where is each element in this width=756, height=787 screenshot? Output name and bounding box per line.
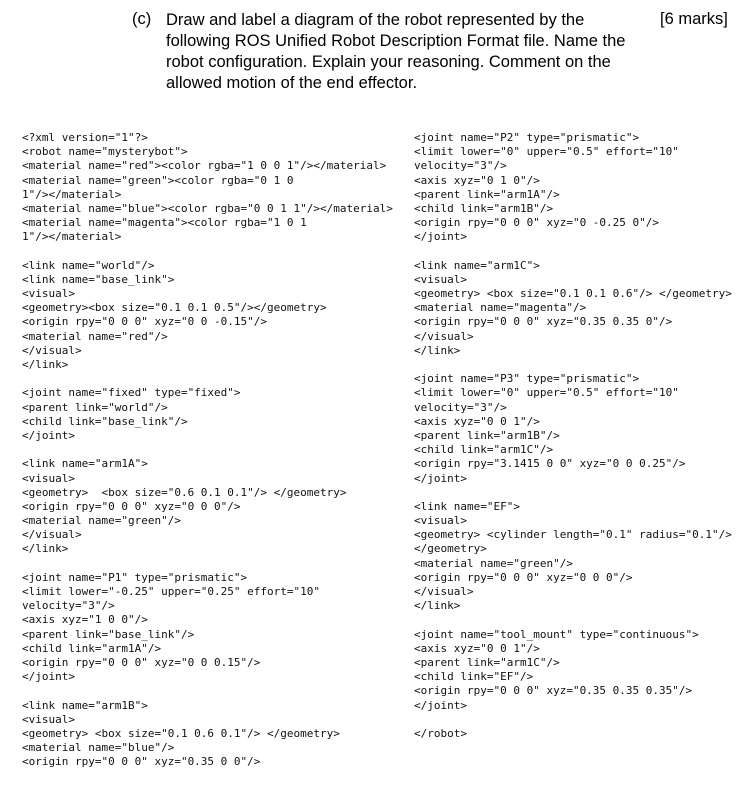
code-line: <material name="green"/> bbox=[414, 556, 573, 570]
code-line: </joint> bbox=[414, 698, 467, 712]
code-line: <child link="base_link"/> bbox=[22, 414, 188, 428]
code-line: velocity="3"/> bbox=[22, 599, 115, 613]
code-line bbox=[414, 613, 732, 627]
code-line: <visual> bbox=[22, 471, 75, 485]
code-line: <origin rpy="0 0 0" xyz="0 -0.25 0"/> bbox=[414, 216, 660, 230]
code-line bbox=[22, 557, 393, 571]
code-line: </joint> bbox=[22, 428, 75, 442]
code-line: <geometry> <box size="0.6 0.1 0.1"/> </geometry> bbox=[22, 485, 347, 499]
code-line: <limit lower="-0.25" upper="0.25" effort="10" bbox=[22, 585, 321, 598]
code-line: 1"/></material> bbox=[22, 187, 122, 201]
code-line: <material name="red"><color rgba="1 0 0 1"/></material> bbox=[22, 159, 387, 173]
code-line: <axis xyz="0 0 1"/> bbox=[414, 641, 540, 655]
code-line: <visual> bbox=[414, 272, 467, 286]
code-line: <geometry><box size="0.1 0.1 0.5"/></geometry> bbox=[22, 301, 327, 315]
code-line: <link name="base_link"> bbox=[22, 272, 175, 286]
code-line bbox=[22, 684, 393, 698]
code-line: </visual> bbox=[414, 585, 474, 598]
code-line: <parent link="world"/> bbox=[22, 400, 168, 414]
code-line: <robot name="mysterybot"> bbox=[22, 145, 188, 159]
code-line: velocity="3"/> bbox=[414, 400, 507, 414]
question-line: allowed motion of the end effector. bbox=[166, 74, 418, 92]
code-line: <axis xyz="0 1 0"/> bbox=[414, 173, 540, 187]
code-line: <joint name="tool_mount" type="continuous"> bbox=[414, 627, 699, 641]
code-line bbox=[22, 443, 393, 457]
code-line: <child link="arm1C"/> bbox=[414, 443, 554, 457]
code-line bbox=[414, 358, 732, 372]
code-line: <material name="blue"><color rgba="0 0 1 1"/></material> bbox=[22, 201, 393, 215]
code-line: </visual> bbox=[22, 343, 82, 357]
code-line: </joint> bbox=[414, 230, 467, 244]
question-label: (c) bbox=[132, 10, 152, 28]
code-line bbox=[22, 245, 393, 259]
code-line: <origin rpy="0 0 0" xyz="0 0 0"/> bbox=[22, 499, 241, 513]
code-line bbox=[414, 713, 732, 727]
code-line: <material name="green"/> bbox=[22, 514, 181, 528]
code-line: <material name="magenta"/> bbox=[414, 301, 587, 315]
code-line: </visual> bbox=[22, 528, 82, 542]
code-line: <material name="blue"/> bbox=[22, 741, 175, 755]
code-line: <joint name="P1" type="prismatic"> bbox=[22, 570, 248, 584]
code-line: </robot> bbox=[414, 726, 467, 740]
code-line: <limit lower="0" upper="0.5" effort="10" bbox=[414, 386, 679, 400]
code-line: <material name="magenta"><color rgba="1 0 1 bbox=[22, 216, 307, 230]
code-line: <origin rpy="0 0 0" xyz="0.35 0.35 0.35"/> bbox=[414, 684, 693, 698]
code-line: <link name="EF"> bbox=[414, 499, 520, 513]
question-line: following ROS Unified Robot Description Format file. Name the bbox=[166, 32, 626, 50]
code-line: <origin rpy="0 0 0" xyz="0.35 0 0"/> bbox=[22, 755, 261, 769]
code-line: <material name="red"/> bbox=[22, 329, 168, 343]
code-line: 1"/></material> bbox=[22, 230, 122, 244]
code-line: <geometry> <cylinder length="0.1" radius="0.1"/> bbox=[414, 528, 732, 542]
question-line: robot configuration. Explain your reasoning. Comment on the bbox=[166, 53, 611, 71]
question-line: Draw and label a diagram of the robot represented by the bbox=[166, 11, 585, 29]
code-line: </geometry> bbox=[414, 542, 487, 556]
code-line: <origin rpy="0 0 0" xyz="0 0 0.15"/> bbox=[22, 655, 261, 669]
code-line: <visual> bbox=[22, 287, 75, 301]
code-line: <child link="arm1B"/> bbox=[414, 201, 554, 215]
question-text bbox=[166, 10, 636, 94]
code-line: <parent link="arm1B"/> bbox=[414, 428, 560, 442]
code-line: </joint> bbox=[414, 471, 467, 485]
code-line: <parent link="arm1C"/> bbox=[414, 655, 560, 669]
marks-label: [6 marks] bbox=[660, 10, 728, 28]
code-line: <visual> bbox=[22, 712, 75, 726]
code-line: </link> bbox=[414, 599, 461, 613]
code-line bbox=[22, 372, 393, 386]
code-line: <joint name="P2" type="prismatic"> bbox=[414, 131, 640, 144]
code-line: </link> bbox=[22, 358, 69, 371]
code-line: <link name="arm1C"> bbox=[414, 258, 540, 272]
code-line: <origin rpy="0 0 0" xyz="0.35 0.35 0"/> bbox=[414, 315, 673, 329]
code-line: <link name="world"/> bbox=[22, 258, 155, 272]
code-line bbox=[414, 245, 732, 259]
code-line: <axis xyz="0 0 1"/> bbox=[414, 414, 540, 428]
code-line: <limit lower="0" upper="0.5" effort="10" bbox=[414, 145, 679, 159]
code-line: <origin rpy="0 0 0" xyz="0 0 -0.15"/> bbox=[22, 315, 268, 329]
code-line: <geometry> <box size="0.1 0.1 0.6"/> </geometry> bbox=[414, 287, 732, 301]
code-line: </joint> bbox=[22, 670, 75, 684]
code-line: <joint name="P3" type="prismatic"> bbox=[414, 372, 640, 386]
code-line: <material name="green"><color rgba="0 1 0 bbox=[22, 173, 294, 187]
code-line: <parent link="base_link"/> bbox=[22, 627, 195, 641]
code-line: <?xml version="1"?> bbox=[22, 131, 148, 144]
code-line: <link name="arm1A"> bbox=[22, 457, 148, 471]
code-line: </visual> bbox=[414, 329, 474, 343]
code-line: <child link="EF"/> bbox=[414, 670, 534, 684]
code-line: <axis xyz="1 0 0"/> bbox=[22, 613, 148, 627]
code-line: <origin rpy="0 0 0" xyz="0 0 0"/> bbox=[414, 570, 633, 584]
code-line: </link> bbox=[22, 542, 69, 556]
code-line: <child link="arm1A"/> bbox=[22, 641, 162, 655]
code-line: <parent link="arm1A"/> bbox=[414, 187, 560, 201]
code-line: <link name="arm1B"> bbox=[22, 698, 148, 712]
urdf-code-left-column bbox=[22, 131, 393, 769]
code-line: </link> bbox=[414, 343, 461, 357]
code-line: <origin rpy="3.1415 0 0" xyz="0 0 0.25"/> bbox=[414, 457, 686, 471]
code-line: velocity="3"/> bbox=[414, 159, 507, 173]
code-line: <joint name="fixed" type="fixed"> bbox=[22, 386, 241, 400]
code-line: <geometry> <box size="0.1 0.6 0.1"/> </geometry> bbox=[22, 726, 340, 740]
urdf-code-right-column bbox=[414, 131, 732, 741]
code-line bbox=[414, 486, 732, 500]
code-line: <visual> bbox=[414, 514, 467, 528]
